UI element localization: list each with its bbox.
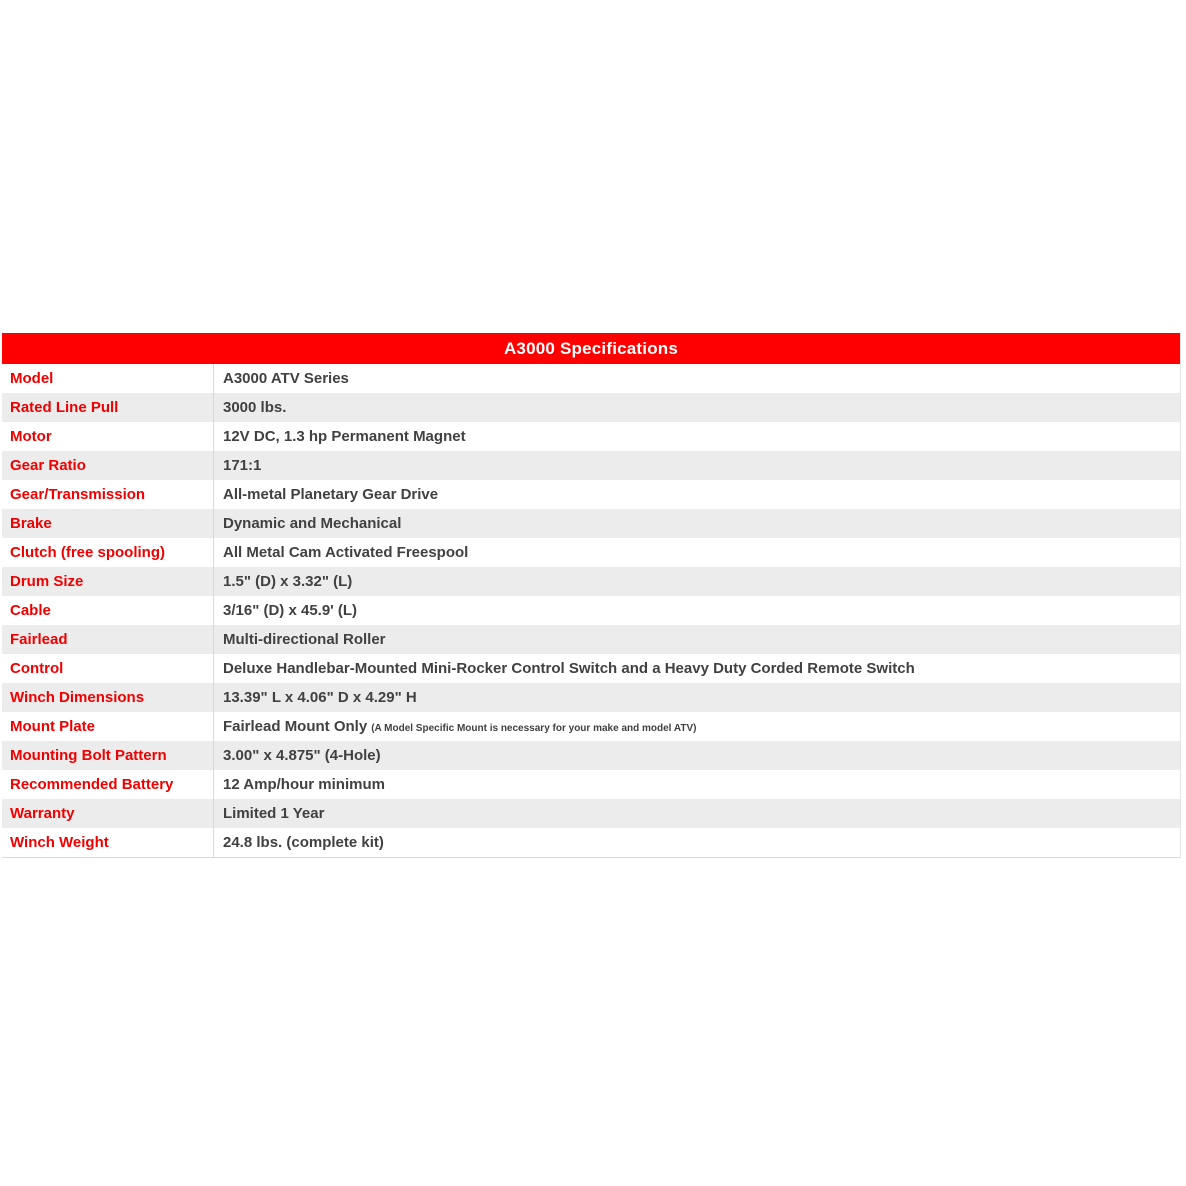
table-row-gear-ratio xyxy=(2,451,1180,480)
spec-label: Model xyxy=(10,370,54,387)
spec-label: Winch Weight xyxy=(10,834,109,851)
table-row-fairlead xyxy=(2,625,1180,654)
spec-value xyxy=(213,741,1180,770)
spec-label: Recommended Battery xyxy=(10,776,174,793)
spec-value-text: 24.8 lbs. (complete kit) xyxy=(223,834,384,851)
table-row-model xyxy=(2,364,1180,393)
spec-label: Control xyxy=(10,660,64,677)
table-row-brake xyxy=(2,509,1180,538)
spec-label: Clutch (free spooling) xyxy=(10,544,165,561)
spec-value-text: Fairlead Mount Only xyxy=(223,718,368,735)
spec-value xyxy=(213,654,1180,683)
spec-value xyxy=(213,393,1180,422)
table-row-control xyxy=(2,654,1180,683)
spec-value xyxy=(213,683,1180,712)
spec-value-text: All Metal Cam Activated Freespool xyxy=(223,544,469,561)
spec-value xyxy=(213,712,1180,741)
spec-label: Mount Plate xyxy=(10,718,95,735)
spec-value-text: 12 Amp/hour minimum xyxy=(223,776,385,793)
table-row-motor xyxy=(2,422,1180,451)
table-row-gear-transmission xyxy=(2,480,1180,509)
spec-value-text: Dynamic and Mechanical xyxy=(223,515,402,532)
spec-value xyxy=(213,799,1180,828)
spec-value-text: Deluxe Handlebar-Mounted Mini-Rocker Control Switch and a Heavy Duty Corded Remote Switch xyxy=(223,660,915,677)
spec-value-text: Limited 1 Year xyxy=(223,805,325,822)
spec-value xyxy=(213,828,1180,857)
table-row-recommended-battery xyxy=(2,770,1180,799)
spec-value-note: (A Model Specific Mount is necessary for your make and model ATV) xyxy=(371,723,697,734)
table-row-winch-weight xyxy=(2,828,1180,857)
spec-value-text: 1.5" (D) x 3.32" (L) xyxy=(223,573,353,590)
table-row-rated-line-pull xyxy=(2,393,1180,422)
spec-value-text: Multi-directional Roller xyxy=(223,631,386,648)
spec-label: Cable xyxy=(10,602,51,619)
spec-label: Mounting Bolt Pattern xyxy=(10,747,167,764)
spec-value xyxy=(213,538,1180,567)
table-row-clutch xyxy=(2,538,1180,567)
spec-value xyxy=(213,480,1180,509)
table-row-cable xyxy=(2,596,1180,625)
spec-label: Warranty xyxy=(10,805,75,822)
spec-label: Rated Line Pull xyxy=(10,399,119,416)
spec-label: Gear Ratio xyxy=(10,457,86,474)
spec-value xyxy=(213,509,1180,538)
table-title: A3000 Specifications xyxy=(2,333,1180,364)
spec-label: Winch Dimensions xyxy=(10,689,145,706)
spec-value-text: 3000 lbs. xyxy=(223,399,287,416)
spec-value xyxy=(213,567,1180,596)
spec-value xyxy=(213,770,1180,799)
spec-value xyxy=(213,364,1180,393)
spec-label: Fairlead xyxy=(10,631,68,648)
spec-value-text: 12V DC, 1.3 hp Permanent Magnet xyxy=(223,428,466,445)
table-row-drum-size xyxy=(2,567,1180,596)
spec-label: Brake xyxy=(10,515,52,532)
spec-value-text: 171:1 xyxy=(223,457,262,474)
spec-label: Gear/Transmission xyxy=(10,486,146,503)
spec-value-text: 3.00" x 4.875" (4-Hole) xyxy=(223,747,381,764)
table-row-warranty xyxy=(2,799,1180,828)
table-row-mounting-bolt-pattern xyxy=(2,741,1180,770)
spec-value xyxy=(213,596,1180,625)
spec-value-text: A3000 ATV Series xyxy=(223,370,349,387)
spec-value xyxy=(213,451,1180,480)
table-row-mount-plate xyxy=(2,712,1180,741)
spec-label: Motor xyxy=(10,428,52,445)
spec-value-text: All-metal Planetary Gear Drive xyxy=(223,486,439,503)
table-body xyxy=(2,364,1180,858)
spec-value-text: 13.39" L x 4.06" D x 4.29" H xyxy=(223,689,417,706)
spec-value xyxy=(213,422,1180,451)
table-row-winch-dimensions xyxy=(2,683,1180,712)
spec-value-text: 3/16" (D) x 45.9' (L) xyxy=(223,602,358,619)
spec-value xyxy=(213,625,1180,654)
spec-label: Drum Size xyxy=(10,573,84,590)
specifications-table xyxy=(2,333,1181,858)
